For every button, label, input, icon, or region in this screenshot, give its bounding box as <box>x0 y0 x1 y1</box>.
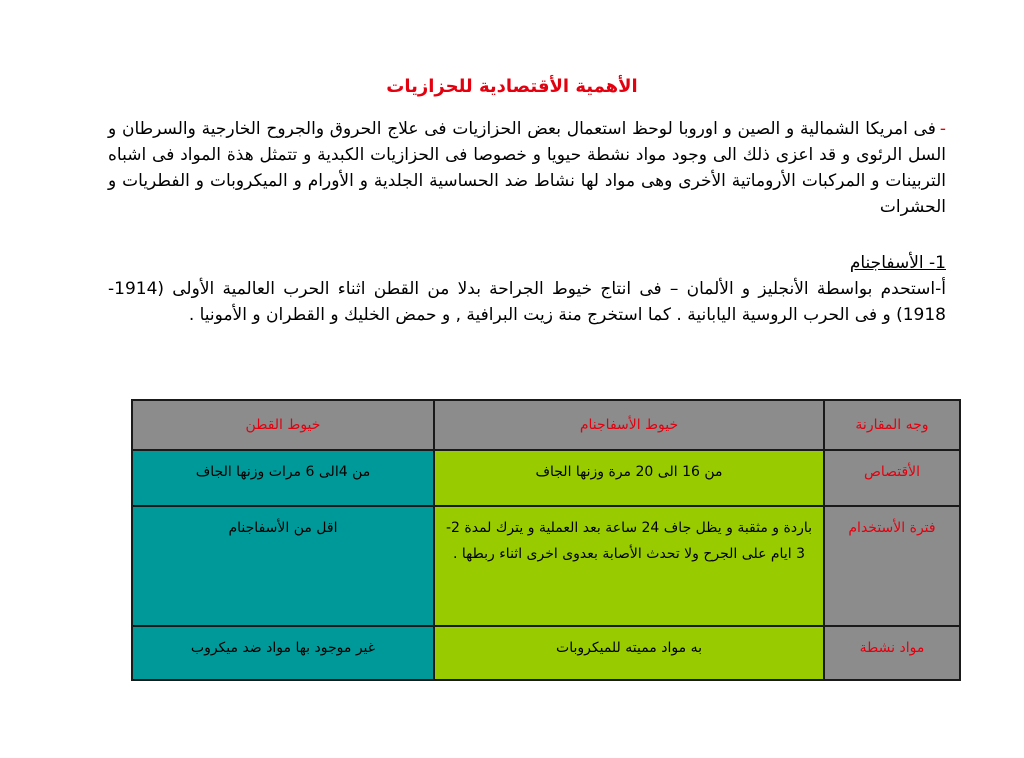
cell-sphagnum-usage-period: باردة و مثقبة و يظل جاف 24 ساعة بعد العملية و يترك لمدة 2-3 ايام على الجرح ولا تحدث الأصابة بعدوى اخرى اثناء ربطها . <box>434 506 824 626</box>
table-row <box>132 450 960 506</box>
table-row <box>132 626 960 680</box>
page-title: الأهمية الأقتصادية للحزازيات <box>386 76 638 97</box>
table-header-row <box>132 400 960 450</box>
table-row <box>132 506 960 626</box>
intro-paragraph <box>108 116 946 220</box>
row-label-usage-period: فترة الأستخدام <box>824 506 960 626</box>
header-sphagnum: خيوط الأسفاجنام <box>434 400 824 450</box>
cell-sphagnum-active-substances: به مواد مميته للميكروبات <box>434 626 824 680</box>
cell-cotton-usage-period: اقل من الأسفاجنام <box>132 506 434 626</box>
cell-cotton-active-substances: غير موجود بها مواد ضد ميكروب <box>132 626 434 680</box>
comparison-table <box>131 399 961 681</box>
intro-bullet-dash: - <box>939 119 946 139</box>
cell-cotton-absorption: من 4الى 6 مرات وزنها الجاف <box>132 450 434 506</box>
row-label-absorption: الأقتصاص <box>824 450 960 506</box>
header-cotton: خيوط القطن <box>132 400 434 450</box>
section-text: أ-استحدم بواسطة الأنجليز و الألمان – فى انتاج خيوط الجراحة بدلا من القطن اثناء الحرب العالمية الأولى (1914-1918) و فى الحرب الروسية اليابانية . كما استخرج منة زيت البرافية , و حمض الخليك و القطران و الأمونيا . <box>108 279 946 325</box>
section-heading: 1- الأسفاجنام <box>849 253 946 273</box>
cell-sphagnum-absorption: من 16 الى 20 مرة وزنها الجاف <box>434 450 824 506</box>
header-aspect: وجه المقارنة <box>824 400 960 450</box>
sphagnum-section <box>108 250 946 328</box>
intro-text: فى امريكا الشمالية و الصين و اوروبا لوحظ استعمال بعض الحزازيات فى علاج الحروق والجروح الخارجية والسرطان و السل الرئوى و قد اعزى ذلك الى وجود مواد نشطة حيويا و خصوصا فى الحزازيات الكبدية و تتمثل هذة المواد فى اشباه التربينات و المركبات الأروماتية الأخرى وهى مواد لها نشاط ضد الحساسية الجلدية و الأورام و الميكروبات و الفطريات و الحشرات <box>108 119 946 217</box>
row-label-active-substances: مواد نشطة <box>824 626 960 680</box>
